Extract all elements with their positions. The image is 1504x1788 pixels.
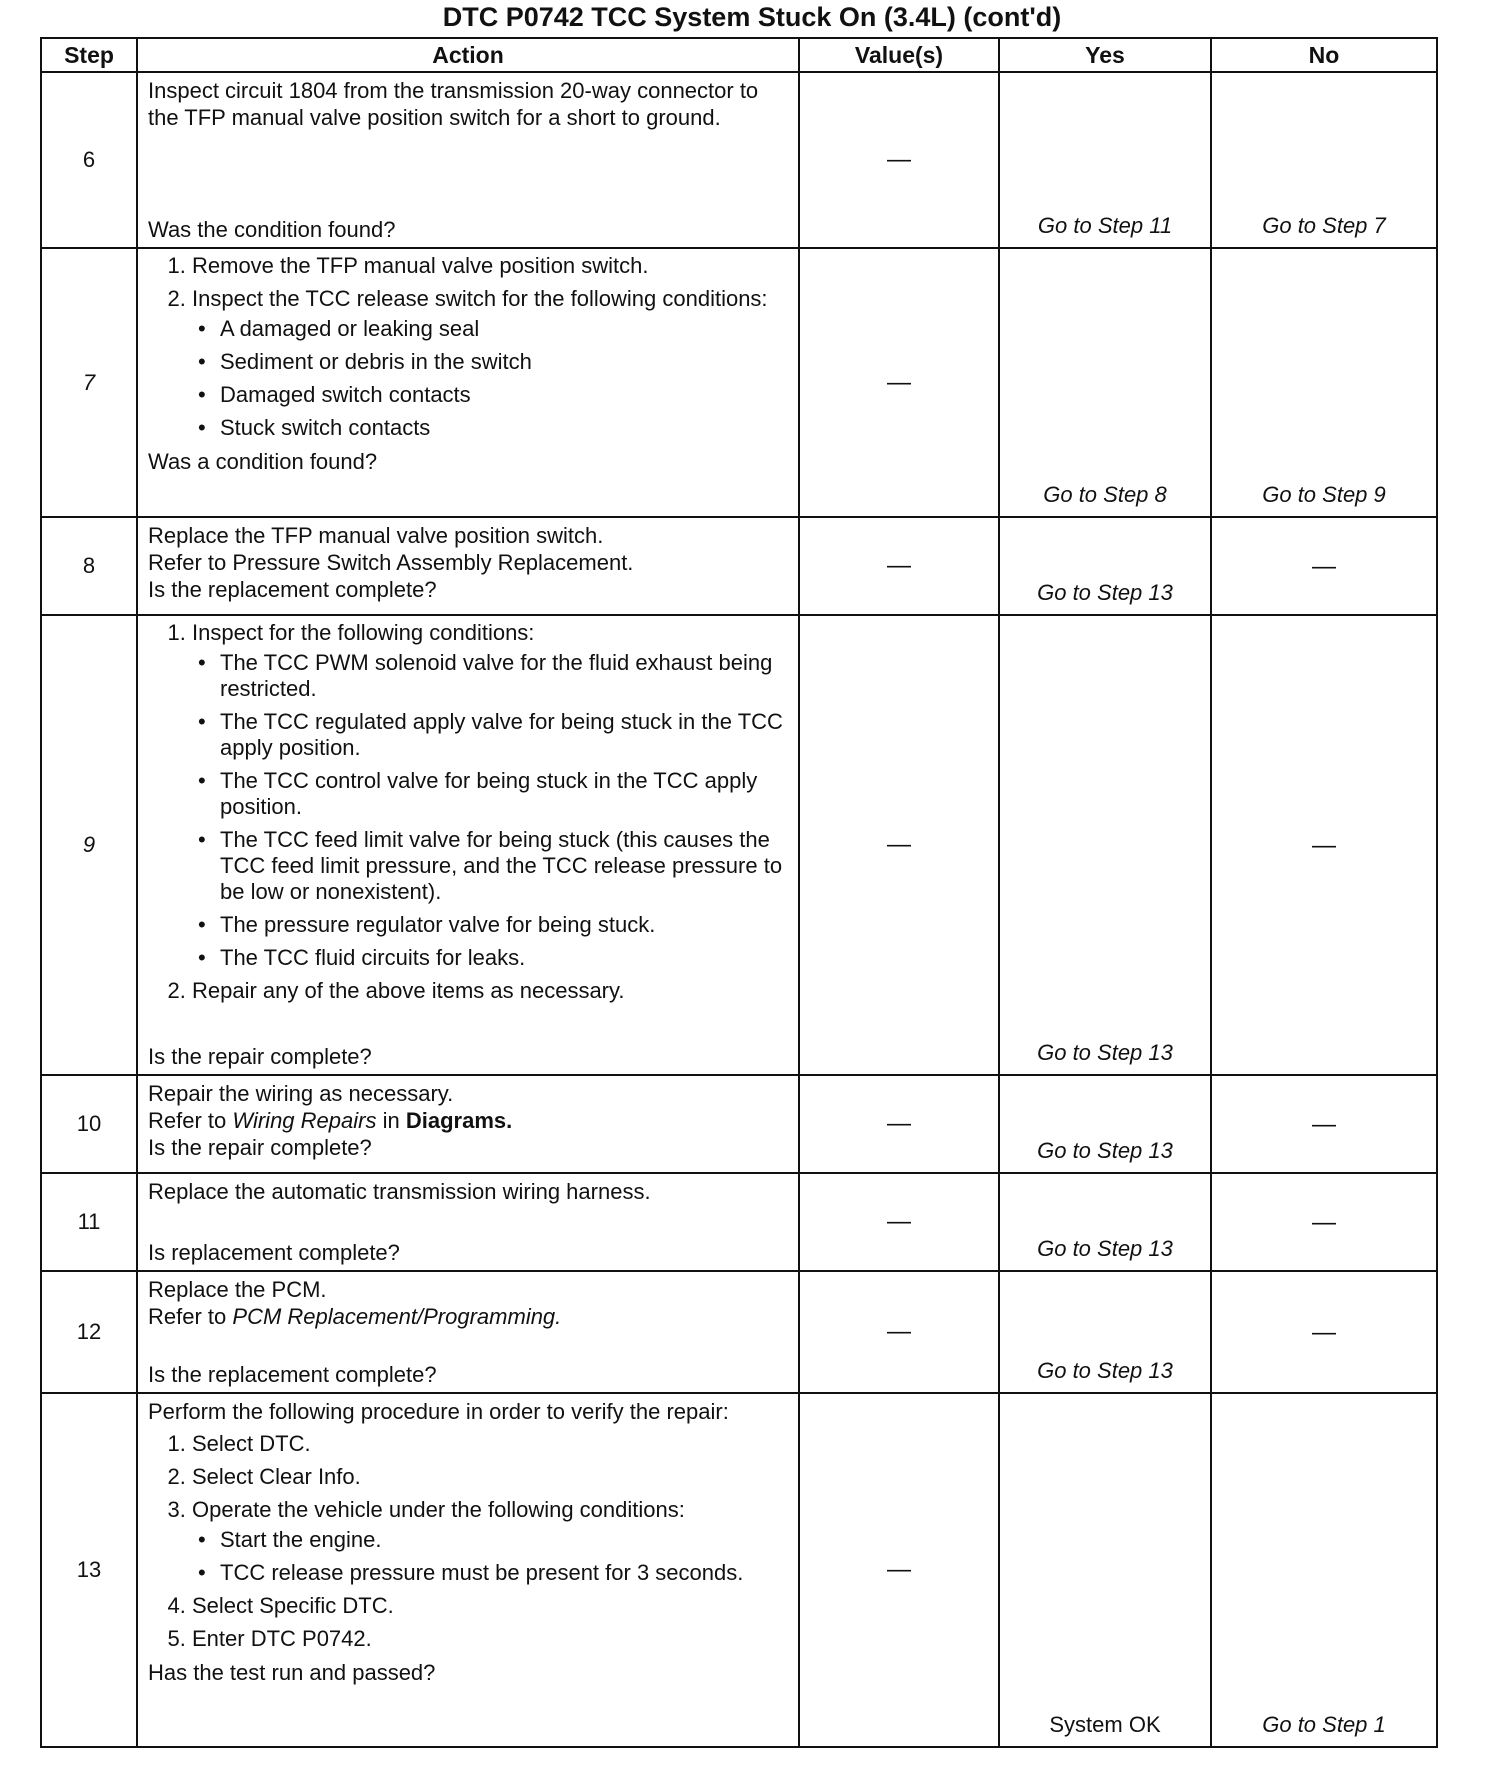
refer-prefix: Refer to — [148, 1108, 227, 1133]
yes-cell: Go to Step 13 — [999, 1173, 1211, 1271]
bullet-item: • Sediment or debris in the switch — [220, 349, 790, 375]
table-row-step-10 — [41, 1075, 1437, 1173]
no-cell: — — [1211, 1173, 1437, 1271]
action-text: Repair the wiring as necessary. — [148, 1081, 454, 1106]
action-refer: Refer to Pressure Switch Assembly Replacement. — [148, 550, 634, 575]
step-number: 7 — [41, 248, 137, 517]
yes-cell: System OK — [999, 1393, 1211, 1747]
action-question: Is replacement complete? — [148, 1240, 400, 1265]
action-question: Is the repair complete? — [148, 1135, 372, 1160]
action-cell — [137, 248, 799, 517]
bullet-list — [192, 650, 790, 971]
table-row-step-7 — [41, 248, 1437, 517]
bullet-item: • A damaged or leaking seal — [220, 316, 790, 342]
bullet-item: • TCC release pressure must be present for 3 seconds. — [220, 1560, 790, 1586]
action-text: Perform the following procedure in order to verify the repair: — [148, 1399, 729, 1424]
step-number: 13 — [41, 1393, 137, 1747]
action-question: Is the replacement complete? — [148, 577, 437, 602]
value-cell: — — [799, 248, 999, 517]
step-number: 8 — [41, 517, 137, 615]
list-item — [192, 286, 790, 441]
bullet-item: • The TCC control valve for being stuck in the TCC apply position. — [220, 768, 790, 820]
bullet-item: • The TCC PWM solenoid valve for the fluid exhaust being restricted. — [220, 650, 790, 702]
bullet-item: • Start the engine. — [220, 1527, 790, 1553]
value-cell: — — [799, 1271, 999, 1393]
list-item: 2. Select Clear Info. — [192, 1464, 790, 1490]
table-row-step-11 — [41, 1173, 1437, 1271]
refer-prefix: Refer to — [148, 1304, 227, 1329]
action-cell — [137, 1075, 799, 1173]
list-item — [192, 620, 790, 971]
value-cell: — — [799, 1173, 999, 1271]
action-refer — [148, 1107, 790, 1134]
yes-cell: Go to Step 13 — [999, 615, 1211, 1075]
action-cell — [137, 517, 799, 615]
numbered-list — [148, 1431, 790, 1652]
numbered-list — [148, 620, 790, 1011]
no-cell: Go to Step 7 — [1211, 72, 1437, 248]
numbered-list — [148, 253, 790, 441]
value-cell: — — [799, 72, 999, 248]
no-cell: Go to Step 9 — [1211, 248, 1437, 517]
table-header-row — [41, 38, 1437, 72]
action-question: Is the repair complete? — [148, 1044, 372, 1069]
bullet-item: • The TCC fluid circuits for leaks. — [220, 945, 790, 971]
value-cell: — — [799, 1075, 999, 1173]
table-row-step-6 — [41, 72, 1437, 248]
action-text: Replace the PCM. — [148, 1277, 327, 1302]
table-row-step-8 — [41, 517, 1437, 615]
yes-cell: Go to Step 11 — [999, 72, 1211, 248]
refer-link: Wiring Repairs — [232, 1108, 377, 1133]
value-cell: — — [799, 615, 999, 1075]
header-no: No — [1211, 38, 1437, 72]
step-number: 6 — [41, 72, 137, 248]
action-question: Is the replacement complete? — [148, 1362, 437, 1387]
no-cell: Go to Step 1 — [1211, 1393, 1437, 1747]
action-cell — [137, 72, 799, 248]
list-item: 2. Repair any of the above items as necessary. — [192, 978, 790, 1004]
refer-link: PCM Replacement/Programming. — [232, 1304, 562, 1329]
step-number: 12 — [41, 1271, 137, 1393]
action-question: Was the condition found? — [148, 217, 396, 242]
bullet-list — [192, 316, 790, 441]
yes-cell: Go to Step 13 — [999, 517, 1211, 615]
list-item: 1. Select DTC. — [192, 1431, 790, 1457]
header-values: Value(s) — [799, 38, 999, 72]
action-text: Inspect circuit 1804 from the transmission 20-way connector to the TFP manual valve position switch for a short to ground. — [148, 78, 759, 130]
yes-cell: Go to Step 13 — [999, 1075, 1211, 1173]
yes-cell: Go to Step 13 — [999, 1271, 1211, 1393]
bullet-item: • Damaged switch contacts — [220, 382, 790, 408]
list-item: 5. Enter DTC P0742. — [192, 1626, 790, 1652]
no-cell: — — [1211, 615, 1437, 1075]
list-item — [192, 1497, 790, 1586]
action-cell — [137, 1271, 799, 1393]
list-item-text: Inspect for the following conditions: — [192, 620, 535, 645]
action-text: Replace the TFP manual valve position switch. — [148, 523, 604, 548]
action-text: Replace the automatic transmission wiring harness. — [148, 1179, 651, 1204]
header-step: Step — [41, 38, 137, 72]
bullet-list — [192, 1527, 790, 1586]
table-row-step-13 — [41, 1393, 1437, 1747]
page-title: DTC P0742 TCC System Stuck On (3.4L) (cont'd) — [442, 2, 1062, 32]
action-refer — [148, 1303, 790, 1330]
step-number: 11 — [41, 1173, 137, 1271]
step-number: 9 — [41, 615, 137, 1075]
value-cell: — — [799, 517, 999, 615]
bullet-item: • Stuck switch contacts — [220, 415, 790, 441]
bullet-item: • The pressure regulator valve for being stuck. — [220, 912, 790, 938]
refer-mid: in — [382, 1108, 400, 1133]
list-item-text: Operate the vehicle under the following conditions: — [192, 1497, 685, 1522]
no-cell: — — [1211, 517, 1437, 615]
table-row-step-12 — [41, 1271, 1437, 1393]
header-action: Action — [137, 38, 799, 72]
action-question: Has the test run and passed? — [148, 1660, 436, 1685]
list-item: 1. Remove the TFP manual valve position switch. — [192, 253, 790, 279]
yes-cell: Go to Step 8 — [999, 248, 1211, 517]
action-cell — [137, 615, 799, 1075]
list-item: 4. Select Specific DTC. — [192, 1593, 790, 1619]
bullet-item: • The TCC regulated apply valve for being stuck in the TCC apply position. — [220, 709, 790, 761]
action-cell — [137, 1393, 799, 1747]
step-number: 10 — [41, 1075, 137, 1173]
diagnostic-table — [40, 37, 1438, 1748]
refer-bold: Diagrams. — [405, 1108, 513, 1133]
action-cell — [137, 1173, 799, 1271]
bullet-item: • The TCC feed limit valve for being stuck (this causes the TCC feed limit pressure, and the TCC release pressure to be low or nonexistent). — [220, 827, 790, 905]
value-cell: — — [799, 1393, 999, 1747]
no-cell: — — [1211, 1075, 1437, 1173]
action-question: Was a condition found? — [148, 449, 378, 474]
table-row-step-9 — [41, 615, 1437, 1075]
header-yes: Yes — [999, 38, 1211, 72]
no-cell: — — [1211, 1271, 1437, 1393]
list-item-text: Inspect the TCC release switch for the following conditions: — [192, 286, 768, 311]
